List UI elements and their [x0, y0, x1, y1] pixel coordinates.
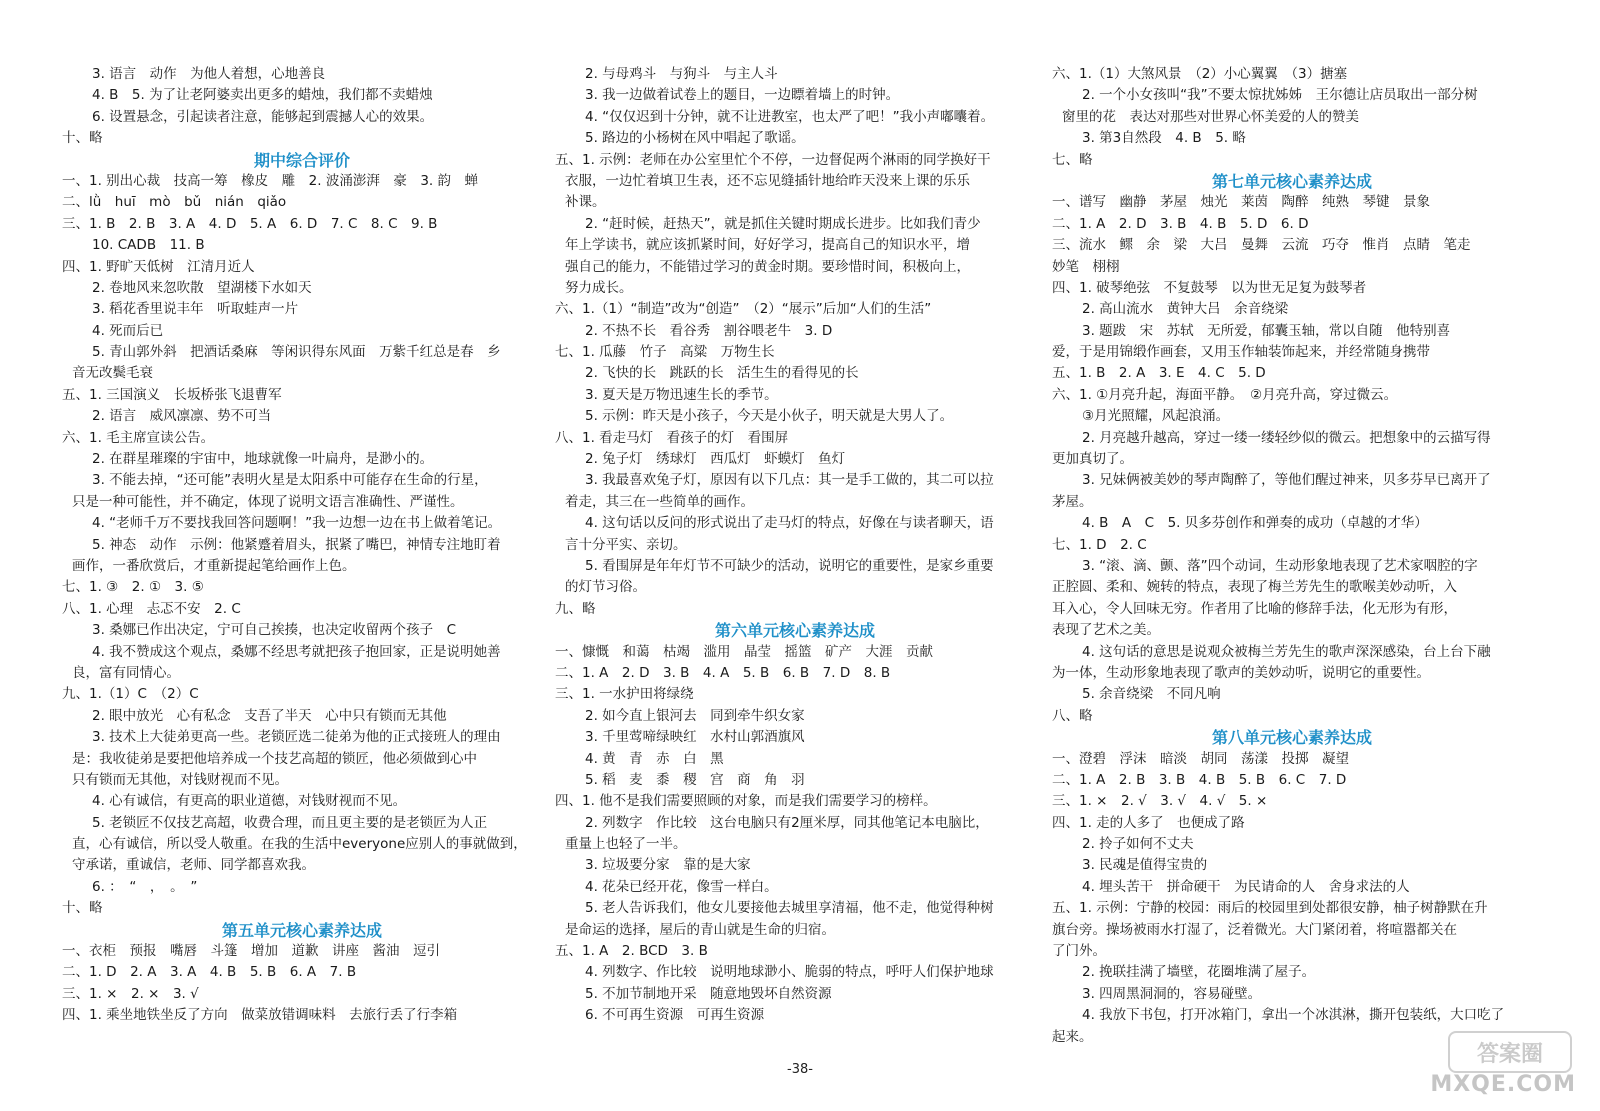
- answer-line: 5. 余音绕梁 不同凡响: [1082, 686, 1221, 703]
- answer-line: 3. 不能去掉，“还可能”表明火星是太阳系中可能存在生命的行星，: [92, 472, 488, 489]
- answer-line: 4. 这句话以反问的形式说出了走马灯的特点，好像在与读者聊天，语: [585, 515, 994, 532]
- answer-line: 只是一种可能性，并不确定，体现了说明文语言准确性、严谨性。: [72, 493, 464, 510]
- answer-line: 八、1. 心理 忐忑不安 2. C: [62, 600, 241, 617]
- answer-line: 2. 月亮越升越高，穿过一缕一缕轻纱似的微云。把想象中的云描写得: [1082, 429, 1491, 446]
- answer-line: 四、1. 他不是我们需要照顾的对象，而是我们需要学习的榜样。: [555, 793, 937, 810]
- answer-line: 5. 青山郭外斜 把酒话桑麻 等闲识得东风面 万紫千红总是春 乡: [92, 344, 501, 361]
- answer-line: 六、1. ①月亮升起，海面平静。 ②月亮升高，穿过微云。: [1052, 386, 1398, 403]
- answer-line: 2. 不热不长 看谷秀 割谷喂老牛 3. D: [585, 322, 833, 339]
- answer-line: 重量上也轻了一半。: [565, 836, 687, 853]
- answer-line: 十、略: [62, 130, 103, 147]
- answer-line: 4. 黄 青 赤 白 黑: [585, 750, 724, 767]
- answer-line: 二、1. D 2. A 3. A 4. B 5. B 6. A 7. B: [62, 964, 357, 981]
- answer-line: 4. 花朵已经开花，像雪一样白。: [585, 878, 778, 895]
- answer-line: 五、1. 三国演义 长坂桥张飞退曹军: [62, 386, 282, 403]
- answer-line: 4. 心有诚信，有更高的职业道德，对钱财视而不见。: [92, 793, 407, 810]
- answer-line: 3. 民魂是值得宝贵的: [1082, 857, 1208, 874]
- answer-line: 九、略: [555, 600, 596, 617]
- answer-line: 耳入心，令人回味无穷。作者用了比喻的修辞手法，化无形为有形，: [1052, 600, 1457, 617]
- answer-line: 2. 列数字 作比较 这台电脑只有2厘米厚，同其他笔记本电脑比，: [585, 814, 989, 831]
- answer-line: 良，富有同情心。: [72, 664, 180, 681]
- answer-line: 4. 我不赞成这个观点，桑娜不经思考就把孩子抱回家，正是说明她善: [92, 643, 501, 660]
- answer-line: 3. 技术上大徒弟更高一些。老锁匠选二徒弟为他的正式接班人的理由: [92, 729, 501, 746]
- answer-line: 五、1. 示例：老师在办公室里忙个不停，一边督促两个淋雨的同学换好干: [555, 151, 991, 168]
- answer-line: 一、澄碧 浮沫 暗淡 胡同 荡漾 投掷 凝望: [1052, 750, 1349, 767]
- answer-line: 3. 我一边做着试卷上的题目，一边瞟着墙上的时钟。: [585, 87, 900, 104]
- answer-line: 五、1. 示例：宁静的校园：雨后的校园里到处都很安静，柚子树静默在升: [1052, 900, 1488, 917]
- answer-line: 2. 兔子灯 绣球灯 西瓜灯 虾蟆灯 鱼灯: [585, 451, 846, 468]
- answer-line: 七、略: [1052, 151, 1093, 168]
- answer-line: 七、1. ③ 2. ① 3. ⑤: [62, 579, 204, 596]
- answer-line: 一、1. 别出心裁 技高一筹 橡皮 雕 2. 波涌澎湃 豪 3. 韵 蝉: [62, 172, 479, 189]
- answer-line: 5. 路边的小杨树在风中唱起了歌谣。: [585, 130, 805, 147]
- section-heading: 第八单元核心素养达成: [1211, 728, 1372, 748]
- answer-line: 起来。: [1052, 1028, 1093, 1045]
- answer-line: 努力成长。: [565, 279, 633, 296]
- watermark-site: MXQE.COM: [1430, 1072, 1576, 1097]
- answer-line: 3. 题跋 宋 苏轼 无所爱，郁囊玉轴，常以自随 他特别喜: [1082, 322, 1451, 339]
- answer-line: 2. 与母鸡斗 与狗斗 与主人斗: [585, 66, 778, 82]
- answer-line: 3. 夏天是万物迅速生长的季节。: [585, 386, 778, 403]
- answer-line: 直，心有诚信，所以受人敬重。在我的生活中everyone应别人的事就做到，: [72, 836, 527, 853]
- answer-line: 3. 语言 动作 为他人着想，心地善良: [92, 66, 326, 82]
- answer-line: 4. 埋头苦干 拼命硬干 为民请命的人 舍身求法的人: [1082, 878, 1410, 895]
- answer-line: 是：我收徒弟是要把他培养成一个技艺高超的锁匠，他必须做到心中: [72, 750, 477, 767]
- answer-line: 3. 垃圾要分家 靠的是大家: [585, 857, 751, 874]
- answer-line: 2. 挽联挂满了墙壁，花圈堆满了屋子。: [1082, 964, 1316, 981]
- answer-line: 五、1. A 2. BCD 3. B: [555, 943, 708, 960]
- answer-line: 5. 看围屏是年年灯节不可缺少的活动，说明它的重要性，是家乡重要: [585, 557, 994, 574]
- section-heading: 期中综合评价: [253, 150, 350, 170]
- answer-line: 一、谱写 幽静 茅屋 烛光 莱茵 陶醉 纯熟 琴键 景象: [1052, 194, 1430, 211]
- answer-line: 3. 四周黑洞洞的，容易碰壁。: [1082, 985, 1262, 1002]
- answer-line: 七、1. D 2. C: [1052, 536, 1147, 553]
- answer-line: 言十分平实、亲切。: [565, 536, 687, 553]
- answer-line: 5. 老人告诉我们，他女儿要接他去城里享清福，他不走，他觉得种树: [585, 900, 994, 917]
- answer-line: 4. B 5. 为了让老阿婆卖出更多的蜡烛，我们都不卖蜡烛: [92, 87, 433, 104]
- page-number: -38-: [787, 1062, 813, 1077]
- answer-line: 着走，其三在一些简单的画作。: [565, 493, 754, 510]
- answer-line: 窗里的花 表达对那些对世界心怀美爱的人的赞美: [1062, 108, 1359, 125]
- answer-line: 三、流水 鳏 余 梁 大吕 曼舞 云流 巧夺 惟肖 点睛 笔走: [1052, 237, 1471, 254]
- answer-line: 年上学读书，就应该抓紧时间，好好学习，提高自己的知识水平，增: [565, 237, 970, 254]
- answer-line: 三、1. 一水护田将绿绕: [555, 686, 694, 703]
- answer-line: 5. 稻 麦 黍 稷 宫 商 角 羽: [585, 771, 805, 788]
- answer-line: 二、1. A 2. D 3. B 4. B 5. D 6. D: [1052, 215, 1309, 232]
- answer-line: 2. 语言 威风凛凛、势不可当: [92, 408, 272, 425]
- answer-line: 4. B A C 5. 贝多芬创作和弹奏的成功（卓越的才华）: [1082, 515, 1428, 532]
- answer-line: 2. 飞快的长 跳跃的长 活生生的看得见的长: [585, 365, 859, 382]
- answer-line: 五、1. B 2. A 3. E 4. C 5. D: [1052, 365, 1266, 382]
- answer-line: 四、1. 走的人多了 也便成了路: [1052, 814, 1245, 831]
- answer-line: 守承诺，重诚信，老师、同学都喜欢我。: [72, 857, 315, 874]
- answer-line: 二、1. A 2. D 3. B 4. A 5. B 6. B 7. D 8. B: [555, 664, 891, 681]
- answer-line: 音无改鬓毛衰: [72, 365, 153, 382]
- answer-line: 三、1. × 2. × 3. √: [62, 985, 199, 1002]
- section-heading: 第六单元核心素养达成: [714, 621, 875, 641]
- answer-line: 三、1. B 2. B 3. A 4. D 5. A 6. D 7. C 8. C 9. B: [62, 215, 438, 232]
- answer-line: 2. 眼中放光 心有私念 支吾了半天 心中只有锁而无其他: [92, 707, 447, 724]
- answer-line: ③月光照耀，风起浪涌。: [1082, 408, 1230, 425]
- answer-line: 更加真切了。: [1052, 451, 1133, 468]
- answer-line: 只有锁而无其他，对钱财视而不见。: [72, 771, 288, 788]
- answer-line: 八、1. 看走马灯 看孩子的灯 看围屏: [555, 429, 789, 446]
- answer-line: 10. CADB 11. B: [92, 237, 205, 254]
- answer-line: 2. 卷地风来忽吹散 望湖楼下水如天: [92, 279, 312, 296]
- answer-line: 四、1. 乘坐地铁坐反了方向 做菜放错调味料 去旅行丢了行李箱: [62, 1007, 458, 1024]
- answer-line: 二、lǜ huī mò bǔ nián qiǎo: [62, 194, 287, 211]
- answer-line: 是命运的选择，屋后的青山就是生命的归宿。: [565, 921, 835, 938]
- answer-line: 妙笔 栩栩: [1052, 258, 1120, 275]
- answer-line: 爱，于是用锦缎作画套，又用玉作轴装饰起来，并经常随身携带: [1052, 344, 1430, 361]
- answer-line: 二、1. A 2. B 3. B 4. B 5. B 6. C 7. D: [1052, 771, 1347, 788]
- answer-line: 六、1. 毛主席宣读公告。: [62, 429, 215, 446]
- watermark-seal-text: 答案圈: [1476, 1042, 1543, 1067]
- answer-line: 3. 桑娜已作出决定，宁可自己挨揍，也决定收留两个孩子 C: [92, 622, 457, 639]
- answer-line: 一、衣柜 预报 嘴唇 斗篷 增加 道歉 讲座 酱油 逗引: [62, 943, 440, 960]
- answer-line: 4. 列数字、作比较 说明地球渺小、脆弱的特点，呼吁人们保护地球: [585, 964, 994, 981]
- answer-line: 4. “老师千万不要找我回答问题啊！”我一边想一边在书上做着笔记。: [92, 515, 502, 532]
- answer-line: 3. 千里莺啼绿映红 水村山郭酒旗风: [585, 729, 805, 746]
- answer-line: 十、略: [62, 900, 103, 917]
- answer-line: 衣服，一边忙着填卫生表，还不忘见缝插针地给昨天没来上课的乐乐: [565, 172, 970, 189]
- answer-line: 2. 如今直上银河去 同到牵牛织女家: [585, 707, 805, 724]
- column-right: [1052, 64, 1532, 1048]
- answer-line: 补课。: [565, 194, 606, 211]
- answer-line: 5. 不加节制地开采 随意地毁坏自然资源: [585, 985, 832, 1002]
- watermark-logo: [1432, 1031, 1582, 1101]
- answer-line: 2. 在群星璀璨的宇宙中，地球就像一叶扁舟，是渺小的。: [92, 451, 434, 468]
- answer-line: 3. 第3自然段 4. B 5. 略: [1082, 130, 1246, 147]
- answer-line: 的灯节习俗。: [565, 579, 646, 596]
- answer-line: 6. ： “ ， 。 ”: [92, 878, 198, 895]
- answer-line: 3. 兄妹俩被美妙的琴声陶醉了，等他们醒过神来，贝多芬早已离开了: [1082, 472, 1491, 489]
- answer-line: 四、1. 野旷天低树 江清月近人: [62, 258, 255, 275]
- section-heading: 第五单元核心素养达成: [221, 920, 382, 940]
- answer-line: 六、1.（1）大煞风景 （2）小心翼翼 （3）搪塞: [1052, 66, 1348, 82]
- answer-line: 5. 老锁匠不仅技艺高超，收费合理，而且更主要的是老锁匠为人正: [92, 814, 488, 831]
- answer-line: 表现了艺术之美。: [1052, 622, 1160, 639]
- answer-line: 2. 一个小女孩叫“我”不要太惊扰姊姊 王尔德让店员取出一部分树: [1082, 87, 1478, 104]
- answer-line: 3. “滚、滴、颤、落”四个动词，生动形象地表现了艺术家咽腔的字: [1082, 557, 1478, 574]
- answer-line: 画作，一番欣赏后，才重新提起笔给画作上色。: [72, 557, 356, 574]
- answer-line: 七、1. 瓜藤 竹子 高粱 万物生长: [555, 344, 775, 361]
- answer-line: 为一体，生动形象地表现了歌声的美妙动听，说明它的重要性。: [1052, 664, 1430, 681]
- answer-line: 4. 死而后已: [92, 322, 164, 339]
- answer-line: 2. 拎子如何不丈夫: [1082, 836, 1194, 853]
- answer-line: 5. 示例：昨天是小孩子，今天是小伙子，明天就是大男人了。: [585, 408, 954, 425]
- answer-line: 茅屋。: [1052, 493, 1093, 510]
- answer-line: 六、1.（1）“制造”改为“创造” （2）“展示”后加“人们的生活”: [555, 301, 932, 318]
- answer-line: 八、略: [1052, 707, 1093, 724]
- answer-line: 九、1.（1）C （2）C: [62, 686, 199, 703]
- answer-line: 正腔圆、柔和、婉转的特点，表现了梅兰芳先生的歌喉美妙动听，入: [1052, 579, 1457, 596]
- answer-line: 3. 稻花香里说丰年 听取蛙声一片: [92, 301, 299, 318]
- answer-line: 一、慷慨 和蔼 枯竭 滥用 晶莹 摇篮 矿产 大涯 贡献: [555, 643, 933, 660]
- answer-line: 2. “赶时候，赶热天”，就是抓住关键时期成长进步。比如我们青少: [585, 215, 981, 232]
- answer-line: 四、1. 破琴绝弦 不复鼓琴 以为世无足复为鼓琴者: [1052, 279, 1367, 296]
- answer-line: 4. “仅仅迟到十分钟，就不让进教室，也太严了吧！”我小声嘟囔着。: [585, 108, 995, 125]
- column-middle: [555, 64, 1035, 1027]
- column-left: [62, 64, 542, 1027]
- answer-line: 6. 设置悬念，引起读者注意，能够起到震撼人心的效果。: [92, 108, 434, 125]
- section-heading: 第七单元核心素养达成: [1211, 171, 1372, 191]
- answer-line: 旗台旁。操场被雨水打湿了，泛着微光。大门紧闭着，将喧嚣都关在: [1052, 921, 1457, 938]
- answer-line: 强自己的能力，不能错过学习的黄金时期。要珍惜时间，积极向上，: [565, 258, 970, 275]
- answer-line: 3. 我最喜欢兔子灯，原因有以下几点：其一是手工做的，其二可以拉: [585, 472, 994, 489]
- answer-line: 6. 不可再生资源 可再生资源: [585, 1007, 765, 1024]
- answer-line: 了门外。: [1052, 943, 1106, 960]
- answer-line: 2. 高山流水 黄钟大吕 余音绕梁: [1082, 301, 1289, 318]
- answer-line: 三、1. × 2. √ 3. √ 4. √ 5. ×: [1052, 793, 1268, 810]
- answer-line: 4. 我放下书包，打开冰箱门，拿出一个冰淇淋，撕开包装纸，大口吃了: [1082, 1007, 1505, 1024]
- answer-line: 5. 神态 动作 示例：他紧蹙着眉头，抿紧了嘴巴，神情专注地盯着: [92, 536, 501, 553]
- watermark-seal: [1448, 1031, 1572, 1073]
- answer-line: 4. 这句话的意思是说观众被梅兰芳先生的歌声深深感染，台上台下融: [1082, 643, 1491, 660]
